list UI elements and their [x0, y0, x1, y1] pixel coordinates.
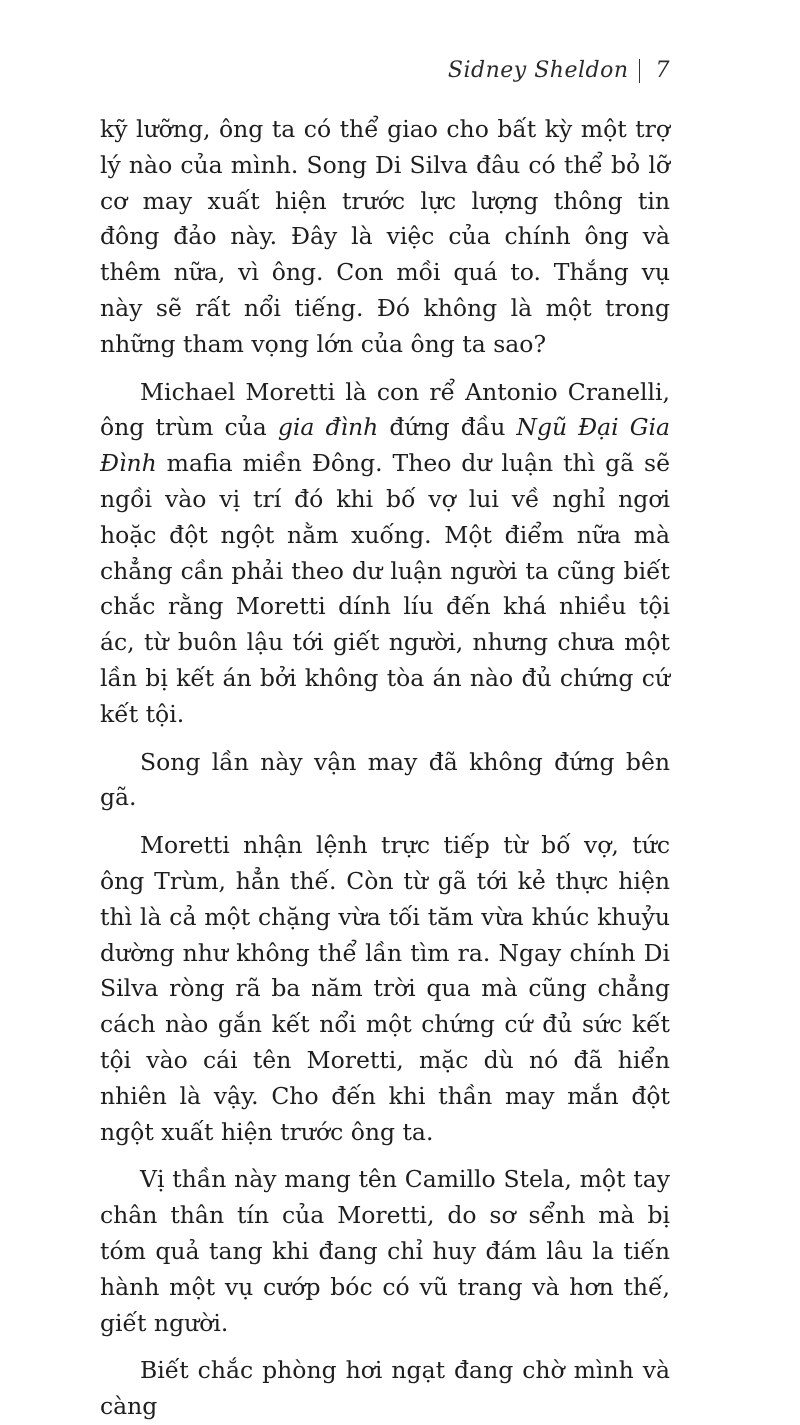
page-number: 7 — [655, 58, 670, 83]
paragraph-4: Moretti nhận lệnh trực tiếp từ bố vợ, tức ông Trùm, hẳn thế. Còn từ gã tới kẻ thực hiện thì là cả một chặng vừa tối tăm vừa khúc khuỷu dường như không thể lần tìm ra. Ngay chính Di Silva ròng rã ba năm trời qua mà cũng chẳng cách nào gắn kết nổi một chứng cứ đủ sức kết tội vào cái tên Moretti, mặc dù nó đã hiển nhiên là vậy. Cho đến khi thần may mắn đột ngột xuất hiện trước ông ta. — [100, 831, 670, 1146]
paragraph-2-text-a: Michael Moretti là con rể Antonio Cranelli, ông trùm của — [100, 377, 670, 442]
paragraph-2-text-c: mafia miền Đông. Theo dư luận thì gã sẽ ngồi vào vị trí đó khi bố vợ lui về nghỉ ngơi hoặc đột ngột nằm xuống. Một điểm nữa mà chẳng cần phải theo dư luận người ta cũng biết chắc rằng Moretti dính líu đến khá nhiều tội ác, từ buôn lậu tới giết người, nhưng chưa một lần bị kết án bởi không tòa án nào đủ chứng cứ kết tội. — [100, 449, 670, 728]
paragraph-3: Song lần này vận may đã không đứng bên gã. — [100, 747, 670, 812]
header-author: Sidney Sheldon — [447, 58, 629, 83]
paragraph-2-italic-1: gia đình — [277, 413, 379, 442]
paragraph-6: Biết chắc phòng hơi ngạt đang chờ mình và càng — [100, 1356, 670, 1421]
paragraph-5: Vị thần này mang tên Camillo Stela, một tay chân thân tín của Moretti, do sơ sểnh mà bị tóm quả tang khi đang chỉ huy đám lâu la tiến hành một vụ cướp bóc có vũ trang và hơn thế, giết người. — [100, 1165, 670, 1337]
header-separator — [639, 59, 640, 83]
paragraph-2-italic-2: Ngũ Đại Gia Đình — [100, 413, 670, 478]
paragraph-1: kỹ lưỡng, ông ta có thể giao cho bất kỳ một trợ lý nào của mình. Song Di Silva đâu có thể bỏ lỡ cơ may xuất hiện trước lực lượng thông tin đông đảo này. Đây là việc của chính ông và thêm nữa, vì ông. Con mồi quá to. Thắng vụ này sẽ rất nổi tiếng. Đó không là một trong những tham vọng lớn của ông ta sao? — [100, 115, 670, 358]
paragraph-2-text-b: đứng đầu — [378, 413, 517, 442]
paragraph-2 — [100, 375, 670, 733]
running-header — [448, 58, 670, 83]
page-body — [100, 112, 670, 1425]
